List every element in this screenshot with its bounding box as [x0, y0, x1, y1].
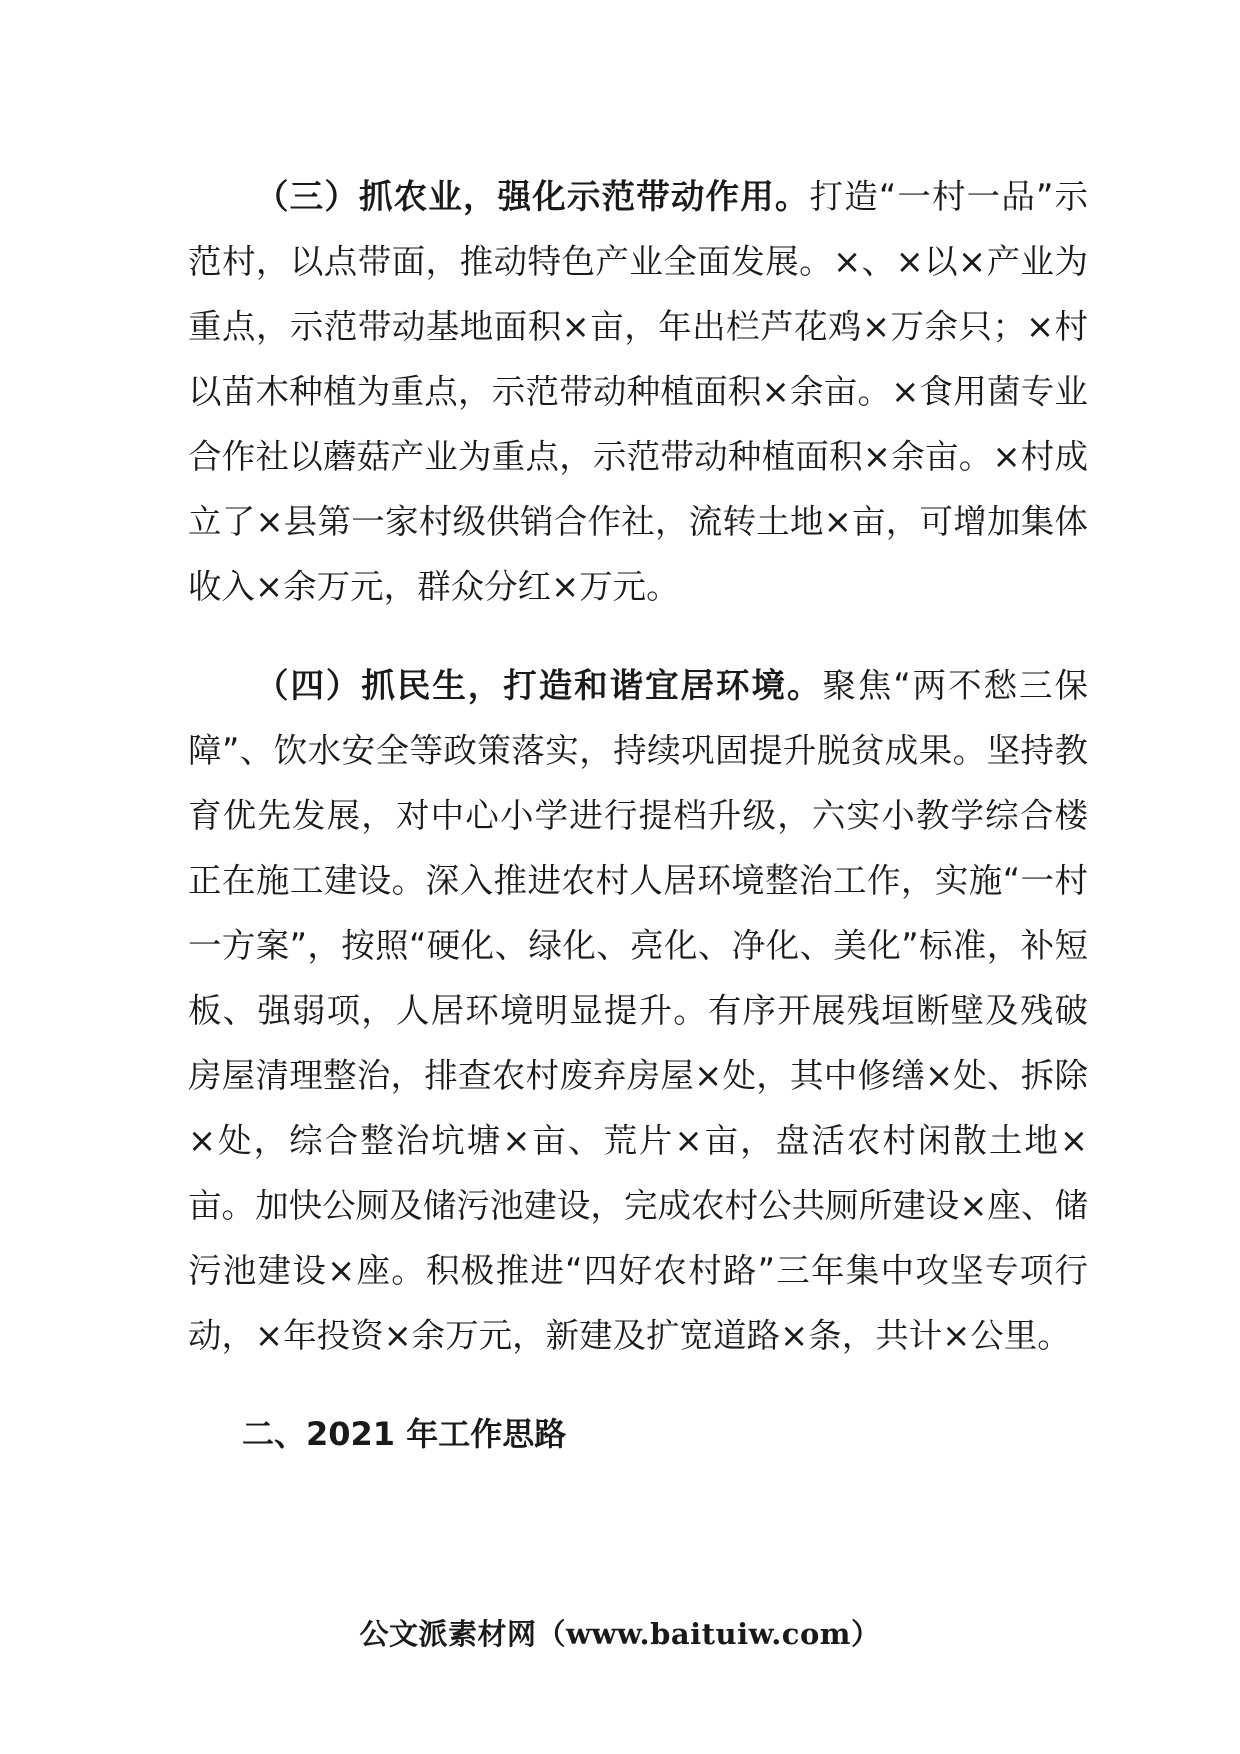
page-footer: 公文派素材网（www.baituiw.com）	[359, 1617, 881, 1651]
paragraph-text: 打造“一村一品”示范村，以点带面，推动特色产业全面发展。×、×以×产业为重点，示范带动基地面积×亩，年出栏芦花鸡×万余只；×村以苗木种植为重点，示范带动种植面积×余亩。×食用菌专业合作社以蘑菇产业为重点，示范带动种植面积×余亩。×村成立了×县第一家村级供销合作社，流转土地×亩，可增加集体收入×余万元，群众分红×万元。	[188, 177, 1089, 606]
paragraph-livelihood	[188, 653, 1088, 1368]
paragraph-lead: （三）抓农业，强化示范带动作用。	[255, 177, 810, 216]
document-body	[188, 164, 1088, 1467]
paragraph-text: 聚焦“两不愁三保障”、饮水安全等政策落实，持续巩固提升脱贫成果。坚持教育优先发展，对中心小学进行提档升级，六实小教学综合楼正在施工建设。深入推进农村人居环境整治工作，实施“一村一方案”，按照“硬化、绿化、亮化、净化、美化”标准，补短板、强弱项，人居环境明显提升。有序开展残垣断壁及残破房屋清理整治，排查农村废弃房屋×处，其中修缮×处、拆除×处，综合整治坑塘×亩、荒片×亩，盘活农村闲散土地×亩。加快公厕及储污池建设，完成农村公共厕所建设×座、储污池建设×座。积极推进“四好农村路”三年集中攻坚专项行动，×年投资×余万元，新建及扩宽道路×条，共计×公里。	[188, 666, 1088, 1355]
paragraph-lead: （四）抓民生，打造和谐宜居环境。	[255, 666, 823, 705]
paragraph-agriculture	[188, 164, 1088, 619]
section-heading: 二、2021 年工作思路	[242, 1415, 567, 1453]
